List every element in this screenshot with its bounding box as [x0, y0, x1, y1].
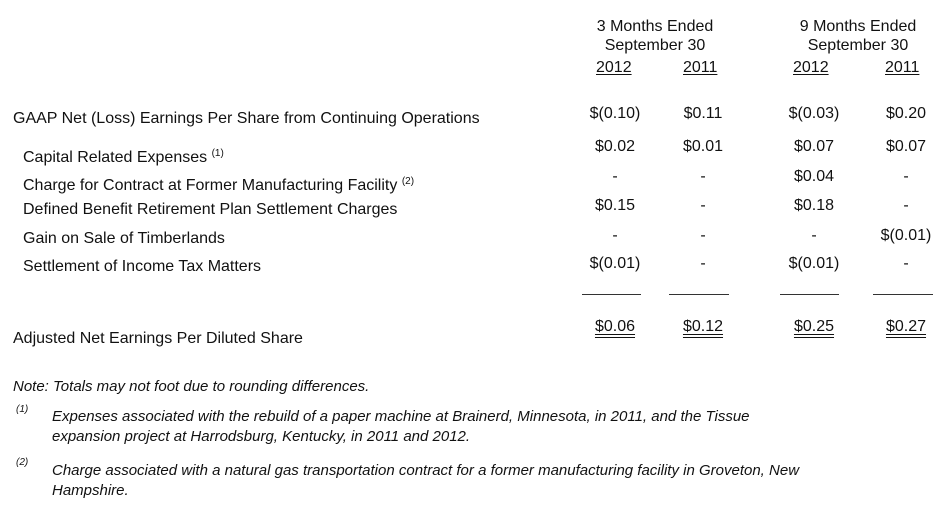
year-9m-2011: 2011	[885, 59, 920, 76]
cell-value: -	[612, 168, 618, 185]
cell-value: $0.15	[594, 197, 636, 214]
footnote-2-line1: Charge associated with a natural gas transportation contract for a former manufacturing facility in Groveton, New	[52, 462, 800, 479]
subtotal-rule	[669, 294, 729, 295]
cell-value: $(0.10)	[589, 105, 641, 122]
header-3-months-line2: September 30	[604, 37, 706, 54]
cell-value: -	[700, 255, 706, 272]
cell-value: $(0.03)	[788, 105, 840, 122]
cell-value: $(0.01)	[880, 227, 932, 244]
row-label-capital-expenses: Capital Related Expenses $^{(1)}$	[23, 148, 224, 166]
total-value: $0.27	[885, 318, 927, 335]
header-9-months-line1: 9 Months Ended	[799, 18, 917, 35]
subtotal-rule	[873, 294, 933, 295]
cell-value: $0.02	[594, 138, 636, 155]
subtotal-rule	[582, 294, 641, 295]
footnote-2-line2: Hampshire.	[52, 482, 129, 499]
rounding-note: Note: Totals may not foot due to rounding differences.	[13, 378, 370, 395]
footnote-mark-2: (2)	[16, 457, 29, 468]
footnote-1-line1: Expenses associated with the rebuild of a paper machine at Brainerd, Minnesota, in 2011, and the Tissue	[52, 408, 750, 425]
row-label-income-tax: Settlement of Income Tax Matters	[23, 258, 262, 275]
total-value: $0.06	[594, 318, 636, 335]
subtotal-rule	[780, 294, 839, 295]
row-label-timberlands-gain: Gain on Sale of Timberlands	[23, 230, 225, 247]
cell-value: -	[700, 168, 706, 185]
cell-value: $0.01	[682, 138, 724, 155]
header-3-months-line1: 3 Months Ended	[596, 18, 714, 35]
row-label-adjusted-eps: Adjusted Net Earnings Per Diluted Share	[13, 330, 303, 347]
cell-value: -	[903, 168, 909, 185]
row-label-contract-charge: Charge for Contract at Former Manufacturing Facility $^{(2)}$	[23, 176, 415, 194]
row-label-retirement-settlement: Defined Benefit Retirement Plan Settlement Charges	[23, 201, 398, 218]
cell-value: -	[903, 255, 909, 272]
cell-value: -	[700, 227, 706, 244]
total-value: $0.25	[793, 318, 835, 335]
footnote-1-line2: expansion project at Harrodsburg, Kentucky, in 2011 and 2012.	[52, 428, 471, 445]
cell-value: $0.04	[793, 168, 835, 185]
cell-value: $0.07	[885, 138, 927, 155]
year-3m-2012: 2012	[596, 59, 632, 76]
cell-value: $0.18	[793, 197, 835, 214]
cell-value: $(0.01)	[589, 255, 641, 272]
cell-value: $0.20	[885, 105, 927, 122]
cell-value: $0.11	[683, 105, 723, 122]
cell-value: -	[612, 227, 618, 244]
year-3m-2011: 2011	[683, 59, 718, 76]
footnote-ref-2: (2)	[401, 176, 415, 187]
year-9m-2012: 2012	[793, 59, 829, 76]
cell-value: -	[811, 227, 817, 244]
cell-value: $0.07	[793, 138, 835, 155]
cell-value: $(0.01)	[788, 255, 840, 272]
cell-value: -	[700, 197, 706, 214]
footnote-mark-1: (1)	[16, 404, 29, 415]
header-9-months-line2: September 30	[807, 37, 909, 54]
total-value: $0.12	[682, 318, 724, 335]
footnote-ref-1: (1)	[211, 148, 224, 159]
row-label-gaap-eps: GAAP Net (Loss) Earnings Per Share from Continuing Operations	[13, 110, 480, 127]
cell-value: -	[903, 197, 909, 214]
